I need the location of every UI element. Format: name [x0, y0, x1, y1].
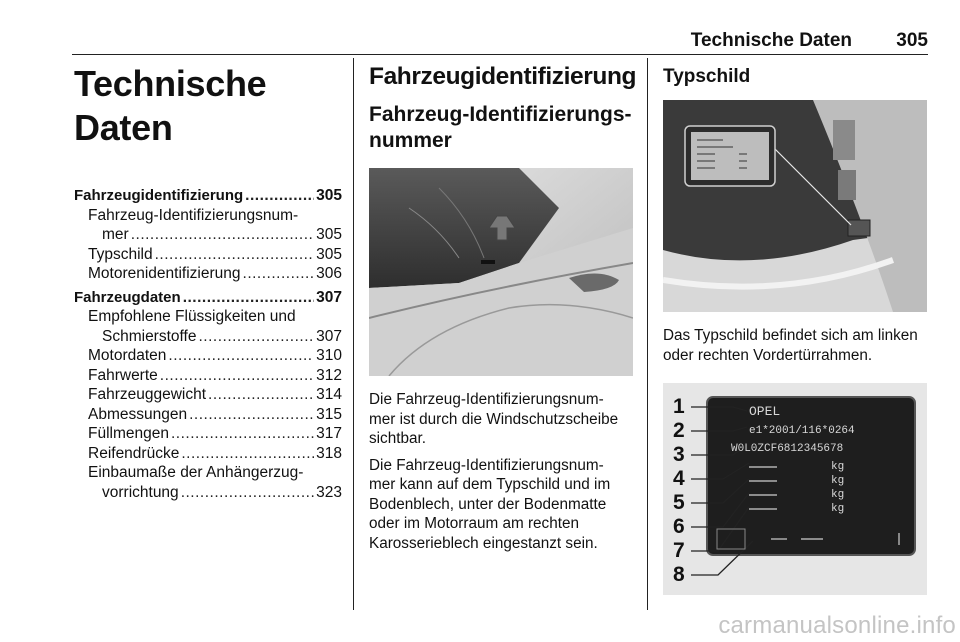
- callout-1: 1: [673, 395, 685, 418]
- running-header: [72, 30, 928, 52]
- windshield-vin-photo: [369, 168, 633, 376]
- plate-kg-2: kg: [831, 475, 845, 487]
- subsection-title-vin: Fahrzeug-Identifizierungs- nummer: [369, 103, 632, 152]
- header-rule: [72, 54, 928, 55]
- callout-7: 7: [673, 539, 685, 562]
- toc-column: [74, 62, 342, 502]
- toc-entry-motorenidentifizierung[interactable]: Motorenidentifizierung ..... 306: [74, 264, 342, 284]
- plate-kg-1: kg: [831, 461, 845, 473]
- subsection-title-typschild: Typschild: [663, 66, 751, 87]
- chapter-title: Technische Daten: [74, 63, 267, 148]
- type-plate-diagram: [663, 383, 927, 595]
- toc-entry-vorrichtung[interactable]: vorrichtung ..... 323: [74, 483, 342, 503]
- toc-entry-anhaengerzug-line1[interactable]: Einbaumaße der Anhängerzug-: [88, 464, 304, 481]
- plate-approval-number: e1*2001/116*0264: [749, 425, 855, 437]
- column-divider-1: [353, 58, 354, 610]
- callout-4: 4: [673, 467, 685, 490]
- toc-entry-motordaten[interactable]: Motordaten ..... 310: [74, 346, 342, 366]
- callout-8: 8: [673, 563, 685, 586]
- vin-column: [369, 62, 637, 553]
- toc-entry-typschild[interactable]: Typschild ..... 305: [74, 245, 342, 265]
- car-windshield-illustration: [369, 168, 633, 376]
- toc-entry-fahrzeugdaten[interactable]: Fahrzeugdaten ..... 307: [74, 288, 342, 308]
- header-title: Technische Daten: [690, 30, 852, 51]
- typschild-location-paragraph: Das Typschild befindet sich am linken oder rechten Vordertürrahmen.: [663, 327, 918, 364]
- plate-kg-4: kg: [831, 503, 845, 515]
- callout-6: 6: [673, 515, 685, 538]
- vin-location-paragraph: Die Fahrzeug-Identifizierungsnum- mer kann auf dem Typschild und im Bodenblech, unter der Bodenmatte oder im Motorraum am rechten Karosserieblech eingestanzt sein.: [369, 456, 611, 552]
- watermark: carmanualsonline.info: [718, 612, 956, 639]
- callout-3: 3: [673, 443, 685, 466]
- door-frame-illustration: [663, 100, 927, 312]
- toc-entry-fahrzeuggewicht[interactable]: Fahrzeuggewicht ..... 314: [74, 385, 342, 405]
- typschild-column: [663, 62, 928, 595]
- plate-brand: OPEL: [749, 404, 781, 419]
- vin-visible-paragraph: Die Fahrzeug-Identifizierungsnum- mer ist durch die Windschutzscheibe sichtbar.: [369, 391, 619, 447]
- table-of-contents: [74, 186, 342, 502]
- toc-entry-abmessungen[interactable]: Abmessungen ..... 315: [74, 405, 342, 425]
- toc-entry-reifendruecke[interactable]: Reifendrücke ..... 318: [74, 444, 342, 464]
- toc-entry-fin-line1[interactable]: Fahrzeug-Identifizierungsnum-: [88, 206, 299, 224]
- page-number: 305: [896, 30, 928, 51]
- callout-2: 2: [673, 419, 685, 442]
- door-frame-photo: [663, 100, 927, 312]
- section-title: Fahrzeugidentifizierung: [369, 63, 637, 90]
- toc-entry-fahrwerte[interactable]: Fahrwerte ..... 312: [74, 366, 342, 386]
- toc-entry-fahrzeugidentifizierung[interactable]: Fahrzeugidentifizierung ..... 305: [74, 186, 342, 206]
- column-divider-2: [647, 58, 648, 610]
- callout-5: 5: [673, 491, 685, 514]
- plate-kg-3: kg: [831, 489, 845, 501]
- toc-entry-fluessigkeiten-line1[interactable]: Empfohlene Flüssigkeiten und: [88, 308, 296, 325]
- plate-vin: W0L0ZCF6812345678: [731, 443, 844, 455]
- toc-entry-schmierstoffe[interactable]: Schmierstoffe ..... 307: [74, 327, 342, 347]
- toc-entry-fin[interactable]: mer ..... 305: [74, 225, 342, 245]
- toc-entry-fuellmengen[interactable]: Füllmengen ..... 317: [74, 424, 342, 444]
